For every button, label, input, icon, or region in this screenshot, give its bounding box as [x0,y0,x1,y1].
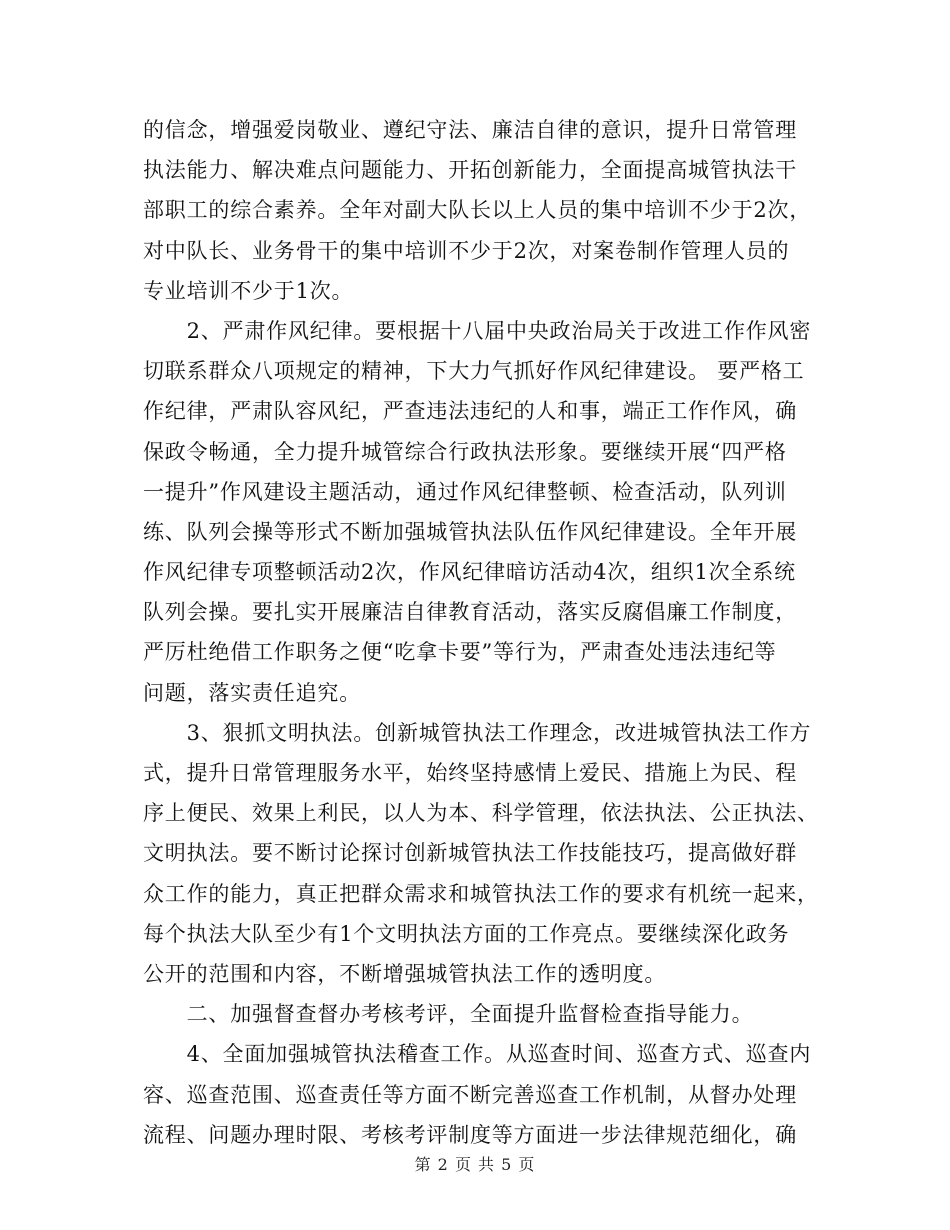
text-line: 容、巡查范围、巡查责任等方面不断完善巡查工作机制，从督办处理 [143,1082,797,1107]
text-line: 流程、问题办理时限、考核考评制度等方面进一步法律规范细化，确 [143,1122,797,1147]
text-line: 保政令畅通，全力提升城管综合行政执法形象。要继续开展“四严格 [143,439,787,464]
text-line: 式，提升日常管理服务水平，始终坚持感情上爱民、措施上为民、程 [143,761,797,785]
text-line: 练、队列会操等形式不断加强城管执法队伍作风纪律建设。全年开展 [143,519,797,544]
text-line: 问题，落实责任追究。 [143,680,361,705]
text-line: 作风纪律专项整顿活动2次，作风纪律暗访活动4次，组织1次全系统 [143,560,796,585]
text-line: 众工作的能力，真正把群众需求和城管执法工作的要求有机统一起来， [143,881,819,906]
text-line: 3、狠抓文明执法。创新城管执法工作理念，改进城管执法工作方 [143,720,812,745]
text-line: 序上便民、效果上利民，以人为本、科学管理，依法执法、公正执法、 [143,801,819,826]
text-line: 切联系群众八项规定的精神，下大力气抓好作风纪律建设。 要严格工 [143,359,805,384]
text-line: 作纪律，严肃队容风纪，严查违法违纪的人和事，端正工作作风，确 [143,399,797,424]
text-line: 二、加强督查督办考核考评，全面提升监督检查指导能力。 [143,1002,754,1027]
text-line: 4、全面加强城管执法稽查工作。从巡查时间、巡查方式、巡查内 [143,1042,812,1067]
text-line: 专业培训不少于1次。 [143,278,354,303]
text-line: 的信念，增强爱岗敬业、遵纪守法、廉洁自律的意识，提升日常管理 [143,118,797,142]
text-line: 2、严肃作风纪律。要根据十八届中央政治局关于改进工作作风密 [143,318,812,343]
text-line: 一提升”作风建设主题活动，通过作风纪律整顿、检查活动，队列训 [143,479,787,504]
text-line: 公开的范围和内容，不断增强城管执法工作的透明度。 [143,961,667,986]
text-line: 执法能力、解决难点问题能力、开拓创新能力，全面提高城管执法干 [143,158,797,183]
text-line: 部职工的综合素养。全年对副大队长以上人员的集中培训不少于2次， [143,198,812,223]
text-line: 严厉杜绝借工作职务之便“吃拿卡要”等行为，严肃查处违法违纪等 [143,640,777,665]
text-line: 对中队长、业务骨干的集中培训不少于2次，对案卷制作管理人员的 [143,238,790,263]
text-line: 文明执法。要不断讨论探讨创新城管执法工作技能技巧，提高做好群 [143,841,797,866]
page-number-footer: 第 2 页 共 5 页 [414,1155,536,1174]
text-line: 队列会操。要扎实开展廉洁自律教育活动，落实反腐倡廉工作制度， [143,600,797,625]
text-line: 每个执法大队至少有1个文明执法方面的工作亮点。要继续深化政务 [143,921,790,946]
body-text [143,110,819,1155]
